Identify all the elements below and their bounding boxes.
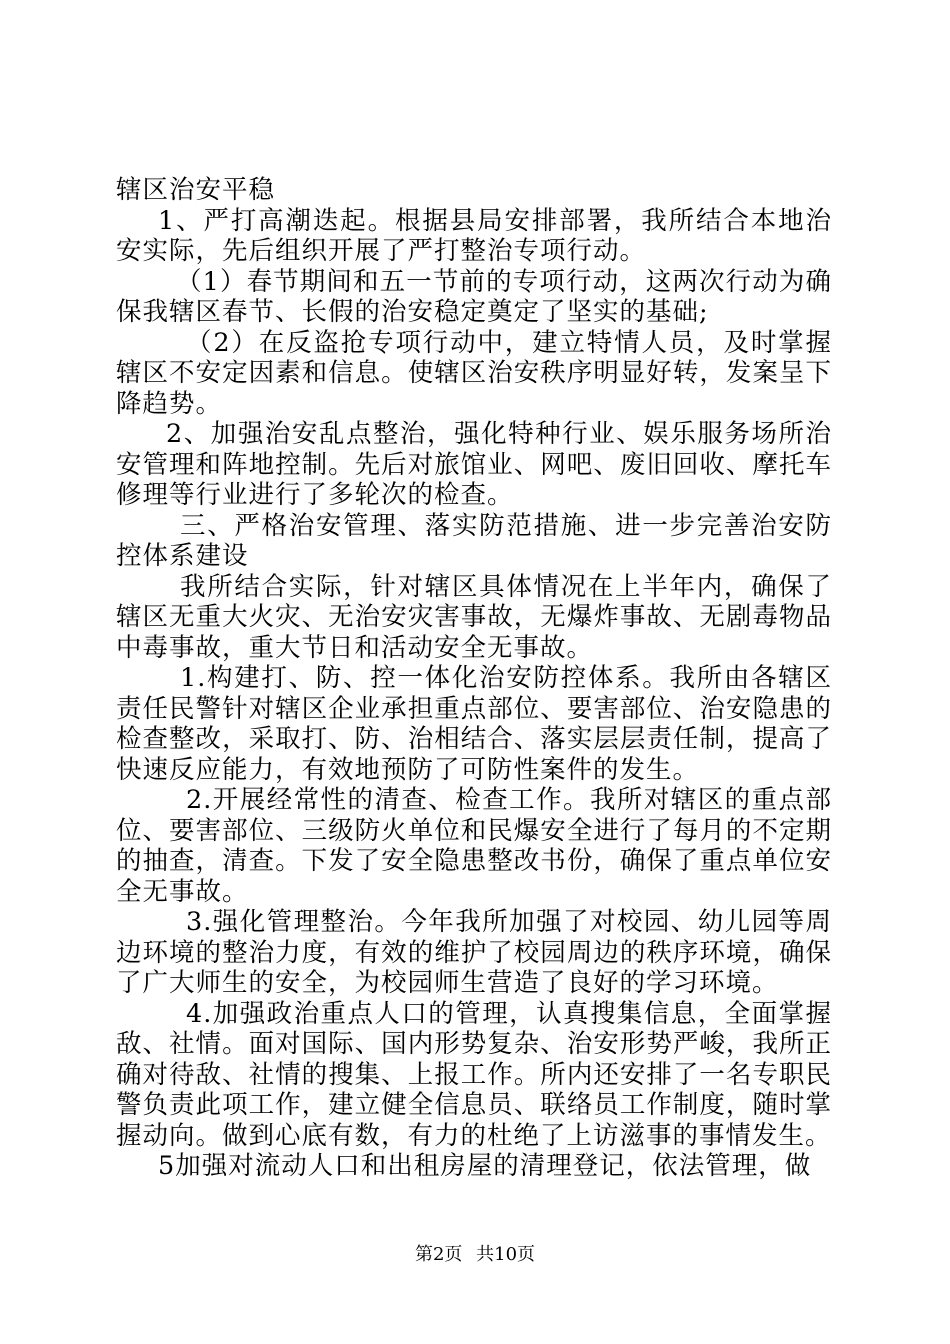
section-heading: 辖区治安平稳 — [116, 175, 276, 205]
page-footer — [0, 1240, 950, 1266]
page-total: 共10页 — [476, 1244, 536, 1265]
paragraph: 4.加强政治重点人口的管理，认真搜集信息，全面掌握敌、社情。面对国际、国内形势复杂、治安形势严峻，我所正确对待敌、社情的搜集、上报工作。所内还安排了一名专职民警负责此项工作，建立健全信息员、联络员工作制度，随时掌握动向。做到心底有数，有力的杜绝了上访滋事的事情发生。 — [116, 998, 832, 1151]
paragraph: （2）在反盗抢专项行动中，建立特情人员，及时掌握辖区不安定因素和信息。使辖区治安秩序明显好转，发案呈下降趋势。 — [116, 327, 832, 419]
paragraph: 1、严打高潮迭起。根据县局安排部署，我所结合本地治安实际，先后组织开展了严打整治专项行动。 — [116, 205, 832, 266]
paragraph: 2、加强治安乱点整治，强化特种行业、娱乐服务场所治安管理和阵地控制。先后对旅馆业、网吧、废旧回收、摩托车修理等行业进行了多轮次的检查。 — [116, 419, 832, 510]
paragraph: 5加强对流动人口和出租房屋的清理登记，依法管理，做 — [158, 1151, 812, 1181]
paragraph: 2.开展经常性的清查、检查工作。我所对辖区的重点部位、要害部位、三级防火单位和民爆安全进行了每月的不定期的抽查，清查。下发了安全隐患整改书份，确保了重点单位安全无事故。 — [116, 785, 832, 907]
section-heading-three: 三、严格治安管理、落实防范措施、进一步完善治安防控体系建设 — [116, 510, 832, 571]
page-number: 第2页 — [414, 1244, 463, 1265]
paragraph: （1）春节期间和五一节前的专项行动，这两次行动为确保我辖区春节、长假的治安稳定奠定了坚实的基础; — [116, 266, 832, 327]
document-body — [116, 175, 832, 1182]
paragraph: 3.强化管理整治。今年我所加强了对校园、幼儿园等周边环境的整治力度，有效的维护了校园周边的秩序环境，确保了广大师生的安全，为校园师生营造了良好的学习环境。 — [116, 907, 832, 998]
paragraph: 我所结合实际，针对辖区具体情况在上半年内，确保了辖区无重大火灾、无治安灾害事故，无爆炸事故、无剧毒物品中毒事故，重大节日和活动安全无事故。 — [116, 571, 832, 663]
paragraph: 1.构建打、防、控一体化治安防控体系。我所由各辖区责任民警针对辖区企业承担重点部位、要害部位、治安隐患的检查整改，采取打、防、治相结合、落实层层责任制，提高了快速反应能力，有效地预防了可防性案件的发生。 — [116, 663, 832, 785]
